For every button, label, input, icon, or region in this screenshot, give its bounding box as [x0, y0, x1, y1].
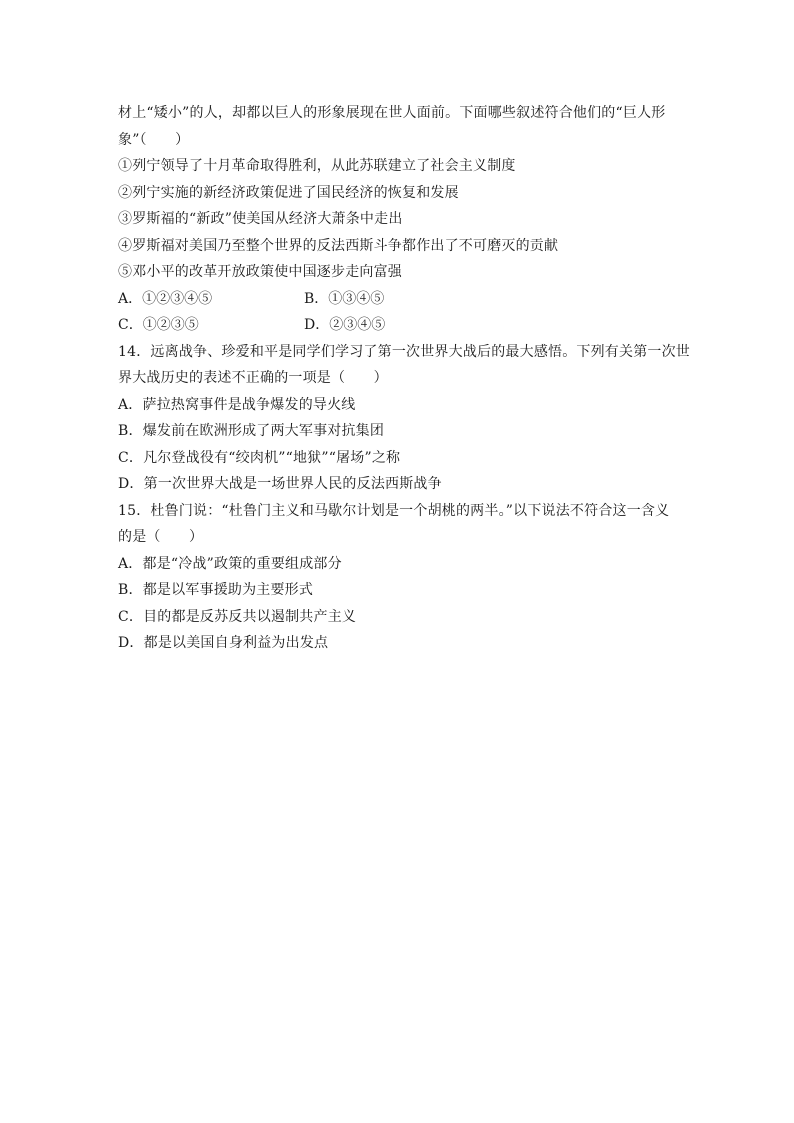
- q13-option-a: A．①②③④⑤: [118, 290, 213, 307]
- q13-item-1: ①列宁领导了十月革命取得胜利，从此苏联建立了社会主义制度: [118, 158, 516, 174]
- q14-stem-line-2: 界大战历史的表述不正确的一项是（ ）: [118, 370, 388, 386]
- q14-option-a: A．萨拉热窝事件是战争爆发的导火线: [118, 396, 356, 413]
- q13-option-d: D．②③④⑤: [304, 317, 386, 333]
- q13-item-5: ⑤邓小平的改革开放政策使中国逐步走向富强: [118, 264, 402, 280]
- q13-option-b: B．①③④⑤: [304, 290, 385, 307]
- q13-option-c: C．①②③⑤: [118, 317, 199, 333]
- q14-option-c: C．凡尔登战役有“绞肉机”“地狱”“屠场”之称: [118, 449, 401, 466]
- exam-page: [118, 100, 691, 657]
- q15-option-a: A．都是“冷战”政策的重要组成部分: [118, 555, 342, 572]
- q14-option-d: D．第一次世界大战是一场世界人民的反法西斯战争: [118, 476, 442, 492]
- q13-item-3: ③罗斯福的“新政”使美国从经济大萧条中走出: [118, 211, 403, 227]
- question-13: [118, 100, 678, 339]
- q15-option-d: D．都是以美国自身利益为出发点: [118, 635, 329, 651]
- q13-item-4: ④罗斯福对美国乃至整个世界的反法西斯斗争都作出了不可磨灭的贡献: [118, 237, 559, 254]
- q15-option-c: C．目的都是反苏反共以遏制共产主义: [118, 608, 357, 625]
- q15-stem-line-1: 15．杜鲁门说：“杜鲁门主义和马歇尔计划是一个胡桃的两半。”以下说法不符合这一含义: [118, 502, 670, 519]
- q13-options-row-2: [118, 312, 678, 339]
- q13-stem-line-1: 材上“矮小”的人，却都以巨人的形象展现在世人面前。下面哪些叙述符合他们的“巨人形: [118, 105, 666, 121]
- question-14: [118, 339, 691, 498]
- q13-options-row-1: [118, 286, 678, 313]
- q15-option-b: B．都是以军事援助为主要形式: [118, 582, 314, 598]
- question-15: [118, 498, 678, 657]
- q14-stem-line-1: 14．远离战争、珍爱和平是同学们学习了第一次世界大战后的最大感悟。下列有关第一次世: [118, 343, 691, 360]
- q13-stem-line-2: 象”（ ）: [118, 131, 190, 148]
- q15-stem-line-2: 的是（ ）: [118, 529, 204, 545]
- q13-item-2: ②列宁实施的新经济政策促进了国民经济的恢复和发展: [118, 184, 459, 201]
- q14-option-b: B．爆发前在欧洲形成了两大军事对抗集团: [118, 423, 385, 439]
